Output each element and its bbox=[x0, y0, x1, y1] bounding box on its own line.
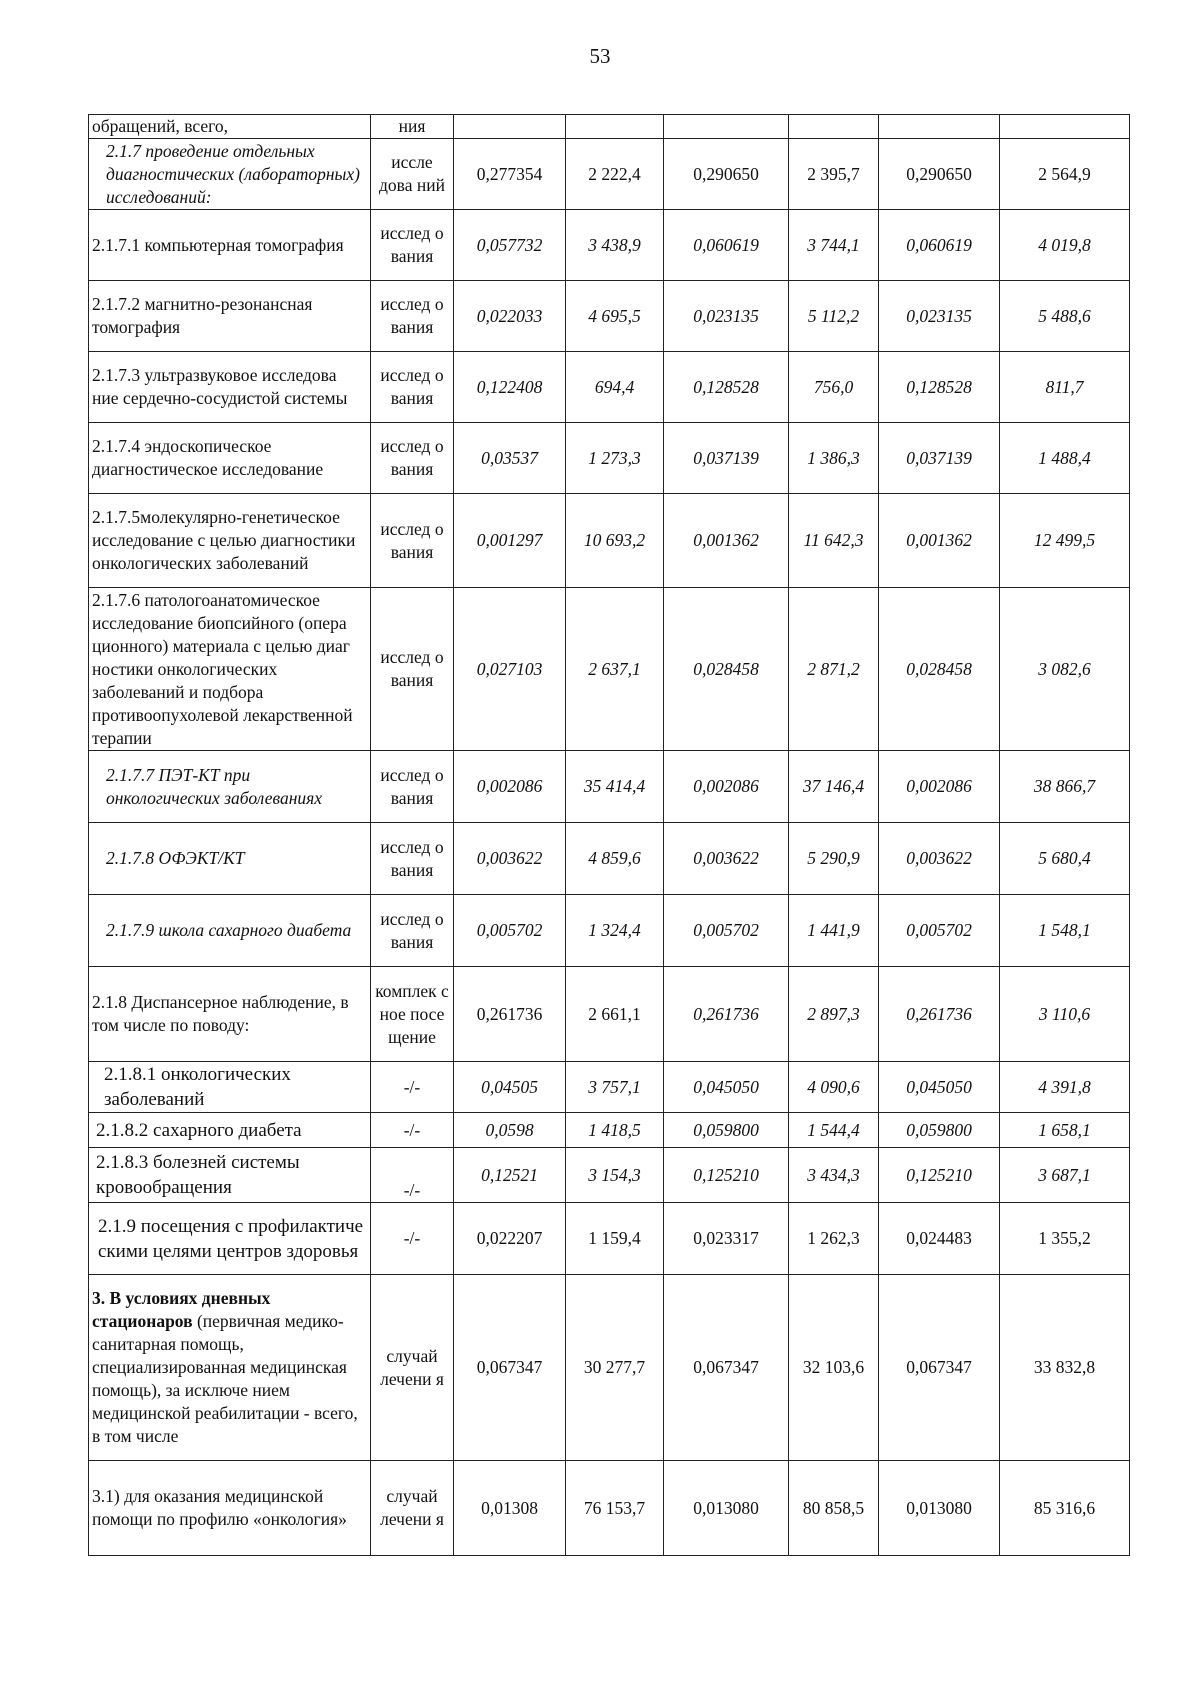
cell-value: 3 757,1 bbox=[566, 1062, 664, 1113]
cell-value: 1 355,2 bbox=[1000, 1203, 1130, 1275]
row-name bbox=[89, 895, 371, 967]
table-row bbox=[89, 751, 1130, 823]
cell-value: 5 112,2 bbox=[789, 281, 879, 352]
row-name bbox=[89, 1148, 371, 1203]
table-row bbox=[89, 967, 1130, 1062]
cell-value: 38 866,7 bbox=[1000, 751, 1130, 823]
cell-value: 0,067347 bbox=[664, 1275, 789, 1461]
row-name bbox=[89, 1203, 371, 1275]
row-unit: исслед о вания bbox=[371, 751, 454, 823]
cell-value: 3 744,1 bbox=[789, 210, 879, 281]
cell-value: 0,037139 bbox=[664, 423, 789, 494]
cell-value: 10 693,2 bbox=[566, 494, 664, 588]
cell-value: 0,060619 bbox=[879, 210, 1000, 281]
row-name: обращений, всего, bbox=[89, 115, 371, 139]
cell-value: 3 082,6 bbox=[1000, 588, 1130, 751]
cell-value: 694,4 bbox=[566, 352, 664, 423]
cell-value: 11 642,3 bbox=[789, 494, 879, 588]
row-unit: иссле дова ний bbox=[371, 139, 454, 210]
cell-value: 1 441,9 bbox=[789, 895, 879, 967]
cell-value: 2 564,9 bbox=[1000, 139, 1130, 210]
row-name: 2.1.7.5молекулярно-генетическое исследование с целью диагностики онкологических заболеваний bbox=[89, 494, 371, 588]
table-row bbox=[89, 115, 1130, 139]
cell-value: 0,060619 bbox=[664, 210, 789, 281]
row-name: 2.1.7.3 ультразвуковое исследова ние сердечно-сосудистой системы bbox=[89, 352, 371, 423]
cell-value: 0,290650 bbox=[664, 139, 789, 210]
cell-value: 0,04505 bbox=[454, 1062, 566, 1113]
cell-value: 0,001362 bbox=[664, 494, 789, 588]
cell-value bbox=[1000, 115, 1130, 139]
cell-value: 76 153,7 bbox=[566, 1461, 664, 1556]
cell-value: 3 687,1 bbox=[1000, 1148, 1130, 1203]
cell-value: 0,022207 bbox=[454, 1203, 566, 1275]
cell-value: 0,023317 bbox=[664, 1203, 789, 1275]
table-row bbox=[89, 1113, 1130, 1148]
cell-value: 0,028458 bbox=[664, 588, 789, 751]
cell-value: 0,261736 bbox=[454, 967, 566, 1062]
table-row bbox=[89, 1203, 1130, 1275]
row-name-text: 2.1.9 посещения с профилактиче скими целями центров здоровья bbox=[98, 1215, 364, 1262]
row-name bbox=[89, 1062, 371, 1113]
cell-value: 2 222,4 bbox=[566, 139, 664, 210]
cell-value: 0,022033 bbox=[454, 281, 566, 352]
row-unit: исслед о вания bbox=[371, 352, 454, 423]
table-row bbox=[89, 1062, 1130, 1113]
row-name-text: 2.1.8.1 онкологических заболеваний bbox=[104, 1064, 291, 1110]
cell-value: 0,003622 bbox=[664, 823, 789, 895]
cell-value: 1 544,4 bbox=[789, 1113, 879, 1148]
table-row bbox=[89, 494, 1130, 588]
cell-value: 0,122408 bbox=[454, 352, 566, 423]
row-name-text: 2.1.7 проведение отдельных диагностических (лабораторных) исследований: bbox=[106, 140, 361, 207]
cell-value: 2 661,1 bbox=[566, 967, 664, 1062]
cell-value: 33 832,8 bbox=[1000, 1275, 1130, 1461]
cell-value: 12 499,5 bbox=[1000, 494, 1130, 588]
row-name bbox=[89, 1113, 371, 1148]
row-unit: -/- bbox=[371, 1148, 454, 1203]
cell-value: 5 290,9 bbox=[789, 823, 879, 895]
row-unit: -/- bbox=[371, 1062, 454, 1113]
cell-value: 1 488,4 bbox=[1000, 423, 1130, 494]
cell-value: 0,01308 bbox=[454, 1461, 566, 1556]
cell-value: 0,024483 bbox=[879, 1203, 1000, 1275]
row-unit: случай лечени я bbox=[371, 1275, 454, 1461]
cell-value: 0,067347 bbox=[879, 1275, 1000, 1461]
cell-value: 0,003622 bbox=[454, 823, 566, 895]
cell-value: 0,028458 bbox=[879, 588, 1000, 751]
page-number: 53 bbox=[589, 44, 611, 68]
table-row bbox=[89, 823, 1130, 895]
cell-value: 1 159,4 bbox=[566, 1203, 664, 1275]
row-unit: исслед о вания bbox=[371, 588, 454, 751]
row-name bbox=[89, 823, 371, 895]
row-name-rest: (первичная медико-санитарная помощь, специализированная медицинская помощь), за исключе нием медицинской реабилитации - всего, в том числе bbox=[92, 1311, 358, 1446]
cell-value: 0,059800 bbox=[664, 1113, 789, 1148]
cell-value: 0,027103 bbox=[454, 588, 566, 751]
cell-value: 0,002086 bbox=[879, 751, 1000, 823]
cell-value: 1 658,1 bbox=[1000, 1113, 1130, 1148]
row-name bbox=[89, 1275, 371, 1461]
table-row bbox=[89, 281, 1130, 352]
table-row bbox=[89, 1275, 1130, 1461]
row-unit: исслед о вания bbox=[371, 281, 454, 352]
row-name: 2.1.7.1 компьютерная томография bbox=[89, 210, 371, 281]
row-unit: -/- bbox=[371, 1203, 454, 1275]
row-name-text: 2.1.7.9 школа сахарного диабета bbox=[106, 920, 352, 940]
cell-value: 0,261736 bbox=[664, 967, 789, 1062]
cell-value: 2 395,7 bbox=[789, 139, 879, 210]
cell-value: 2 637,1 bbox=[566, 588, 664, 751]
cell-value: 5 488,6 bbox=[1000, 281, 1130, 352]
cell-value: 35 414,4 bbox=[566, 751, 664, 823]
table-row bbox=[89, 139, 1130, 210]
cell-value: 1 262,3 bbox=[789, 1203, 879, 1275]
row-unit: исслед о вания bbox=[371, 210, 454, 281]
row-unit: ния bbox=[371, 115, 454, 139]
cell-value: 0,005702 bbox=[879, 895, 1000, 967]
row-unit: комплек с ное посе щение bbox=[371, 967, 454, 1062]
table-row bbox=[89, 352, 1130, 423]
cell-value: 0,12521 bbox=[454, 1148, 566, 1203]
cell-value: 0,023135 bbox=[879, 281, 1000, 352]
row-name: 3.1) для оказания медицинской помощи по профилю «онкология» bbox=[89, 1461, 371, 1556]
cell-value: 0,128528 bbox=[664, 352, 789, 423]
cell-value: 4 019,8 bbox=[1000, 210, 1130, 281]
cell-value: 0,001362 bbox=[879, 494, 1000, 588]
cell-value: 0,125210 bbox=[664, 1148, 789, 1203]
cell-value bbox=[879, 115, 1000, 139]
cell-value: 4 090,6 bbox=[789, 1062, 879, 1113]
cell-value: 0,001297 bbox=[454, 494, 566, 588]
cell-value: 0,290650 bbox=[879, 139, 1000, 210]
row-name: 2.1.7.6 патологоанатомическое исследование биопсийного (опера ционного) материала с целью диаг ностики онкологических заболеваний и подбора противоопухолевой лекарственной терапии bbox=[89, 588, 371, 751]
cell-value: 1 548,1 bbox=[1000, 895, 1130, 967]
cell-value: 1 273,3 bbox=[566, 423, 664, 494]
cell-value: 0,277354 bbox=[454, 139, 566, 210]
cell-value: 4 859,6 bbox=[566, 823, 664, 895]
cell-value: 811,7 bbox=[1000, 352, 1130, 423]
cell-value: 0,125210 bbox=[879, 1148, 1000, 1203]
cell-value: 4 695,5 bbox=[566, 281, 664, 352]
cell-value: 3 438,9 bbox=[566, 210, 664, 281]
row-unit: исслед о вания bbox=[371, 823, 454, 895]
row-name bbox=[89, 751, 371, 823]
cell-value: 1 418,5 bbox=[566, 1113, 664, 1148]
cell-value bbox=[664, 115, 789, 139]
cell-value: 4 391,8 bbox=[1000, 1062, 1130, 1113]
table-row bbox=[89, 588, 1130, 751]
row-name bbox=[89, 139, 371, 210]
table-row bbox=[89, 423, 1130, 494]
cell-value: 85 316,6 bbox=[1000, 1461, 1130, 1556]
cell-value: 0,067347 bbox=[454, 1275, 566, 1461]
cell-value: 0,002086 bbox=[454, 751, 566, 823]
cell-value: 3 434,3 bbox=[789, 1148, 879, 1203]
cell-value bbox=[454, 115, 566, 139]
cell-value: 0,045050 bbox=[879, 1062, 1000, 1113]
cell-value: 32 103,6 bbox=[789, 1275, 879, 1461]
cell-value: 0,03537 bbox=[454, 423, 566, 494]
cell-value: 0,023135 bbox=[664, 281, 789, 352]
cell-value bbox=[566, 115, 664, 139]
cell-value: 37 146,4 bbox=[789, 751, 879, 823]
row-name-bold: 3. В условиях дневных стационаров bbox=[92, 1288, 271, 1331]
cell-value: 0,013080 bbox=[879, 1461, 1000, 1556]
cell-value: 0,037139 bbox=[879, 423, 1000, 494]
row-name-text: 2.1.8.3 болезней системы кровообращения bbox=[96, 1152, 300, 1198]
cell-value bbox=[789, 115, 879, 139]
cell-value: 0,003622 bbox=[879, 823, 1000, 895]
cell-value: 1 386,3 bbox=[789, 423, 879, 494]
cell-value: 0,128528 bbox=[879, 352, 1000, 423]
cell-value: 0,005702 bbox=[664, 895, 789, 967]
table-row bbox=[89, 210, 1130, 281]
cell-value: 5 680,4 bbox=[1000, 823, 1130, 895]
row-unit: исслед о вания bbox=[371, 895, 454, 967]
table-row bbox=[89, 1461, 1130, 1556]
row-name-text: 2.1.8.2 сахарного диабета bbox=[96, 1119, 302, 1141]
cell-value: 1 324,4 bbox=[566, 895, 664, 967]
cell-value: 0,059800 bbox=[879, 1113, 1000, 1148]
row-name: 2.1.8 Диспансерное наблюдение, в том числе по поводу: bbox=[89, 967, 371, 1062]
cell-value: 0,005702 bbox=[454, 895, 566, 967]
cell-value: 756,0 bbox=[789, 352, 879, 423]
row-unit: исслед о вания bbox=[371, 423, 454, 494]
cell-value: 0,261736 bbox=[879, 967, 1000, 1062]
row-unit: случай лечени я bbox=[371, 1461, 454, 1556]
data-table bbox=[88, 114, 1130, 1556]
row-unit: исслед о вания bbox=[371, 494, 454, 588]
row-name-text: 2.1.7.7 ПЭТ-КТ при онкологических заболеваниях bbox=[106, 764, 323, 808]
cell-value: 0,045050 bbox=[664, 1062, 789, 1113]
cell-value: 2 897,3 bbox=[789, 967, 879, 1062]
cell-value: 0,0598 bbox=[454, 1113, 566, 1148]
cell-value: 80 858,5 bbox=[789, 1461, 879, 1556]
table-row bbox=[89, 1148, 1130, 1203]
row-name: 2.1.7.4 эндоскопическое диагностическое исследование bbox=[89, 423, 371, 494]
table-row bbox=[89, 895, 1130, 967]
cell-value: 3 154,3 bbox=[566, 1148, 664, 1203]
row-unit: -/- bbox=[371, 1113, 454, 1148]
cell-value: 0,002086 bbox=[664, 751, 789, 823]
row-name: 2.1.7.2 магнитно-резонансная томография bbox=[89, 281, 371, 352]
cell-value: 3 110,6 bbox=[1000, 967, 1130, 1062]
row-name-text: 2.1.7.8 ОФЭКТ/КТ bbox=[106, 848, 245, 868]
cell-value: 30 277,7 bbox=[566, 1275, 664, 1461]
cell-value: 0,013080 bbox=[664, 1461, 789, 1556]
cell-value: 2 871,2 bbox=[789, 588, 879, 751]
cell-value: 0,057732 bbox=[454, 210, 566, 281]
